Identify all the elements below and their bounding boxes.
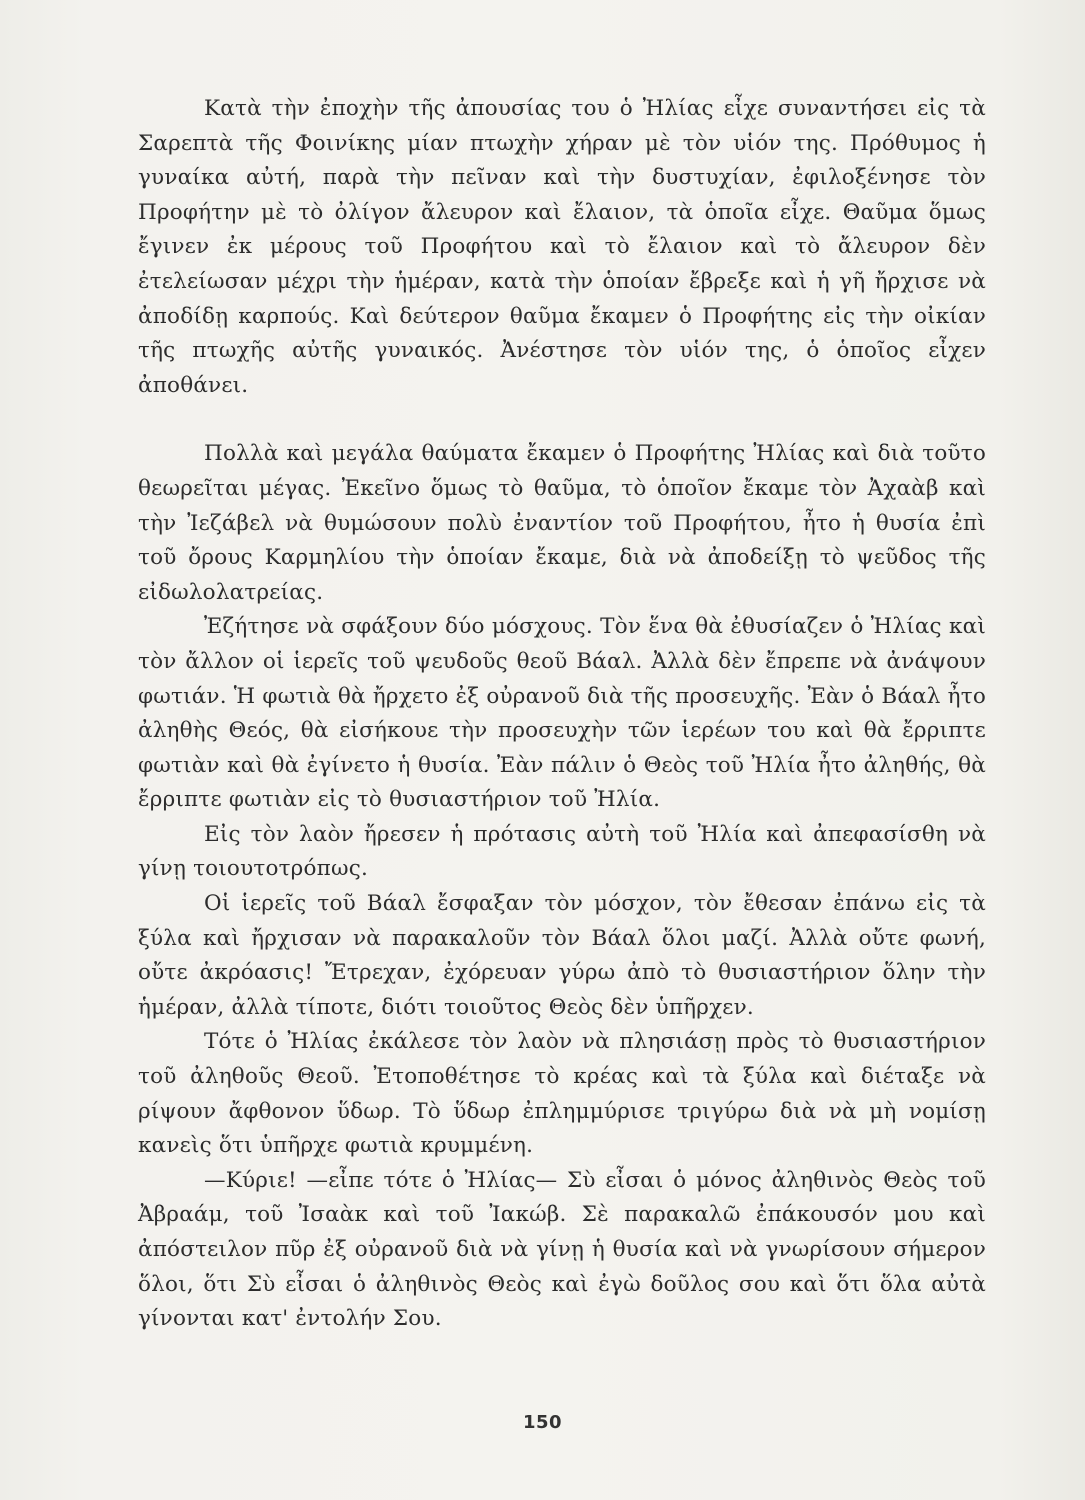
page-number: 150 bbox=[522, 1412, 563, 1433]
paragraph-two-bulls: Ἐζήτησε νὰ σφάξουν δύο μόσχους. Τὸν ἕνα θὰ ἐθυσίαζεν ὁ Ἠλίας καὶ τὸν ἄλλον οἱ ἱερεῖς τοῦ ψευδοῦς θεοῦ Βάαλ. Ἀλλὰ δὲν ἔπρεπε νὰ ἀνάψουν φωτιάν. Ἡ φωτιὰ θὰ ἤρχετο ἐξ οὐρανοῦ διὰ τῆς προσευχῆς. Ἐὰν ὁ Βάαλ ἦτο ἀληθὴς Θεός, θὰ εἰσήκουε τὴν προσευχὴν τῶν ἱερέων του καὶ θὰ ἔρριπτε φωτιὰν καὶ θὰ ἐγίνετο ἡ θυσία. Ἐὰν πάλιν ὁ Θεὸς τοῦ Ἠλία ἦτο ἀληθής, θὰ ἔρριπτε φωτιὰν εἰς τὸ θυσιαστήριον τοῦ Ἠλία. bbox=[138, 614, 986, 813]
paragraph-elijah-prayer: —Κύριε! —εἶπε τότε ὁ Ἠλίας— Σὺ εἶσαι ὁ μόνος ἀληθινὸς Θεὸς τοῦ Ἀβραάμ, τοῦ Ἰσαὰκ καὶ τοῦ Ἰακώβ. Σὲ παρακαλῶ ἐπάκουσόν μου καὶ ἀπόστειλον πῦρ ἐξ οὐρανοῦ διὰ νὰ γίνῃ ἡ θυσία καὶ νὰ γνωρίσουν σήμερον ὅλοι, ὅτι Σὺ εἶσαι ὁ ἀληθινὸς Θεὸς καὶ ἐγὼ δοῦλος σου καὶ ὅτι ὅλα αὐτὰ γίνονται κατ' ἐντολήν Σου. bbox=[138, 1167, 986, 1332]
paragraph-widow-of-zarephath: Κατὰ τὴν ἐποχὴν τῆς ἀπουσίας του ὁ Ἠλίας εἶχε συναντήσει εἰς τὰ Σαρεπτὰ τῆς Φοινίκης μίαν πτωχὴν χήραν μὲ τὸν υἱόν της. Πρόθυμος ἡ γυναίκα αὐτή, παρὰ τὴν πεῖναν καὶ τὴν δυστυχίαν, ἐφιλοξένησε τὸν Προφήτην μὲ τὸ ὀλίγον ἄλευρον καὶ ἔλαιον, τὰ ὁποῖα εἶχε. Θαῦμα ὅμως ἔγινεν ἐκ μέρους τοῦ Προφήτου καὶ τὸ ἔλαιον καὶ τὸ ἄλευρον δὲν ἐτελείωσαν μέχρι τὴν ἡμέραν, κατὰ τὴν ὁποίαν ἔβρεξε καὶ ἡ γῆ ἤρχισε νὰ ἀποδίδῃ καρπούς. Καὶ δεύτερον θαῦμα ἔκαμεν ὁ Προφήτης εἰς τὴν οἰκίαν τῆς πτωχῆς αὐτῆς γυναικός. Ἀνέστησε τὸν υἱόν της, ὁ ὁποῖος εἶχεν ἀποθάνει. bbox=[138, 96, 986, 398]
paragraph-elijah-altar: Τότε ὁ Ἠλίας ἐκάλεσε τὸν λαὸν νὰ πλησιάσῃ πρὸς τὸ θυσιαστήριον τοῦ ἀληθοῦς Θεοῦ. Ἐτοποθέτησε τὸ κρέας καὶ τὰ ξύλα καὶ διέταξε νὰ ρίψουν ἄφθονον ὕδωρ. Τὸ ὕδωρ ἐπλημμύρισε τριγύρω διὰ νὰ μὴ νομίσῃ κανεὶς ὅτι ὑπῆρχε φωτιὰ κρυμμένη. bbox=[138, 1029, 986, 1159]
paragraph-priests-of-baal: Οἱ ἱερεῖς τοῦ Βάαλ ἔσφαξαν τὸν μόσχον, τὸν ἔθεσαν ἐπάνω εἰς τὰ ξύλα καὶ ἤρχισαν νὰ παρακαλοῦν τὸν Βάαλ ὅλοι μαζί. Ἀλλὰ οὔτε φωνή, οὔτε ἀκρόασις! Ἔτρεχαν, ἐχόρευαν γύρω ἀπὸ τὸ θυσιαστήριον ὅλην τὴν ἡμέραν, ἀλλὰ τίποτε, διότι τοιοῦτος Θεὸς δὲν ὑπῆρχεν. bbox=[138, 891, 986, 1020]
paragraph-people-agreed: Εἰς τὸν λαὸν ἤρεσεν ἡ πρότασις αὐτὴ τοῦ Ἠλία καὶ ἀπεφασίσθη νὰ γίνῃ τοιουτοτρόπως. bbox=[138, 821, 986, 882]
body-text bbox=[138, 92, 986, 1337]
paragraph-great-miracles: Πολλὰ καὶ μεγάλα θαύματα ἔκαμεν ὁ Προφήτης Ἠλίας καὶ διὰ τοῦτο θεωρεῖται μέγας. Ἐκεῖνο ὅμως τὸ θαῦμα, τὸ ὁποῖον ἔκαμε τὸν Ἀχαὰβ καὶ τὴν Ἰεζάβελ νὰ θυμώσουν πολὺ ἐναντίον τοῦ Προφήτου, ἦτο ἡ θυσία ἐπὶ τοῦ ὄρους Καρμηλίου τὴν ὁποίαν ἔκαμε, διὰ νὰ ἀποδείξῃ τὸ ψεῦδος τῆς εἰδωλολατρείας. bbox=[138, 441, 986, 605]
